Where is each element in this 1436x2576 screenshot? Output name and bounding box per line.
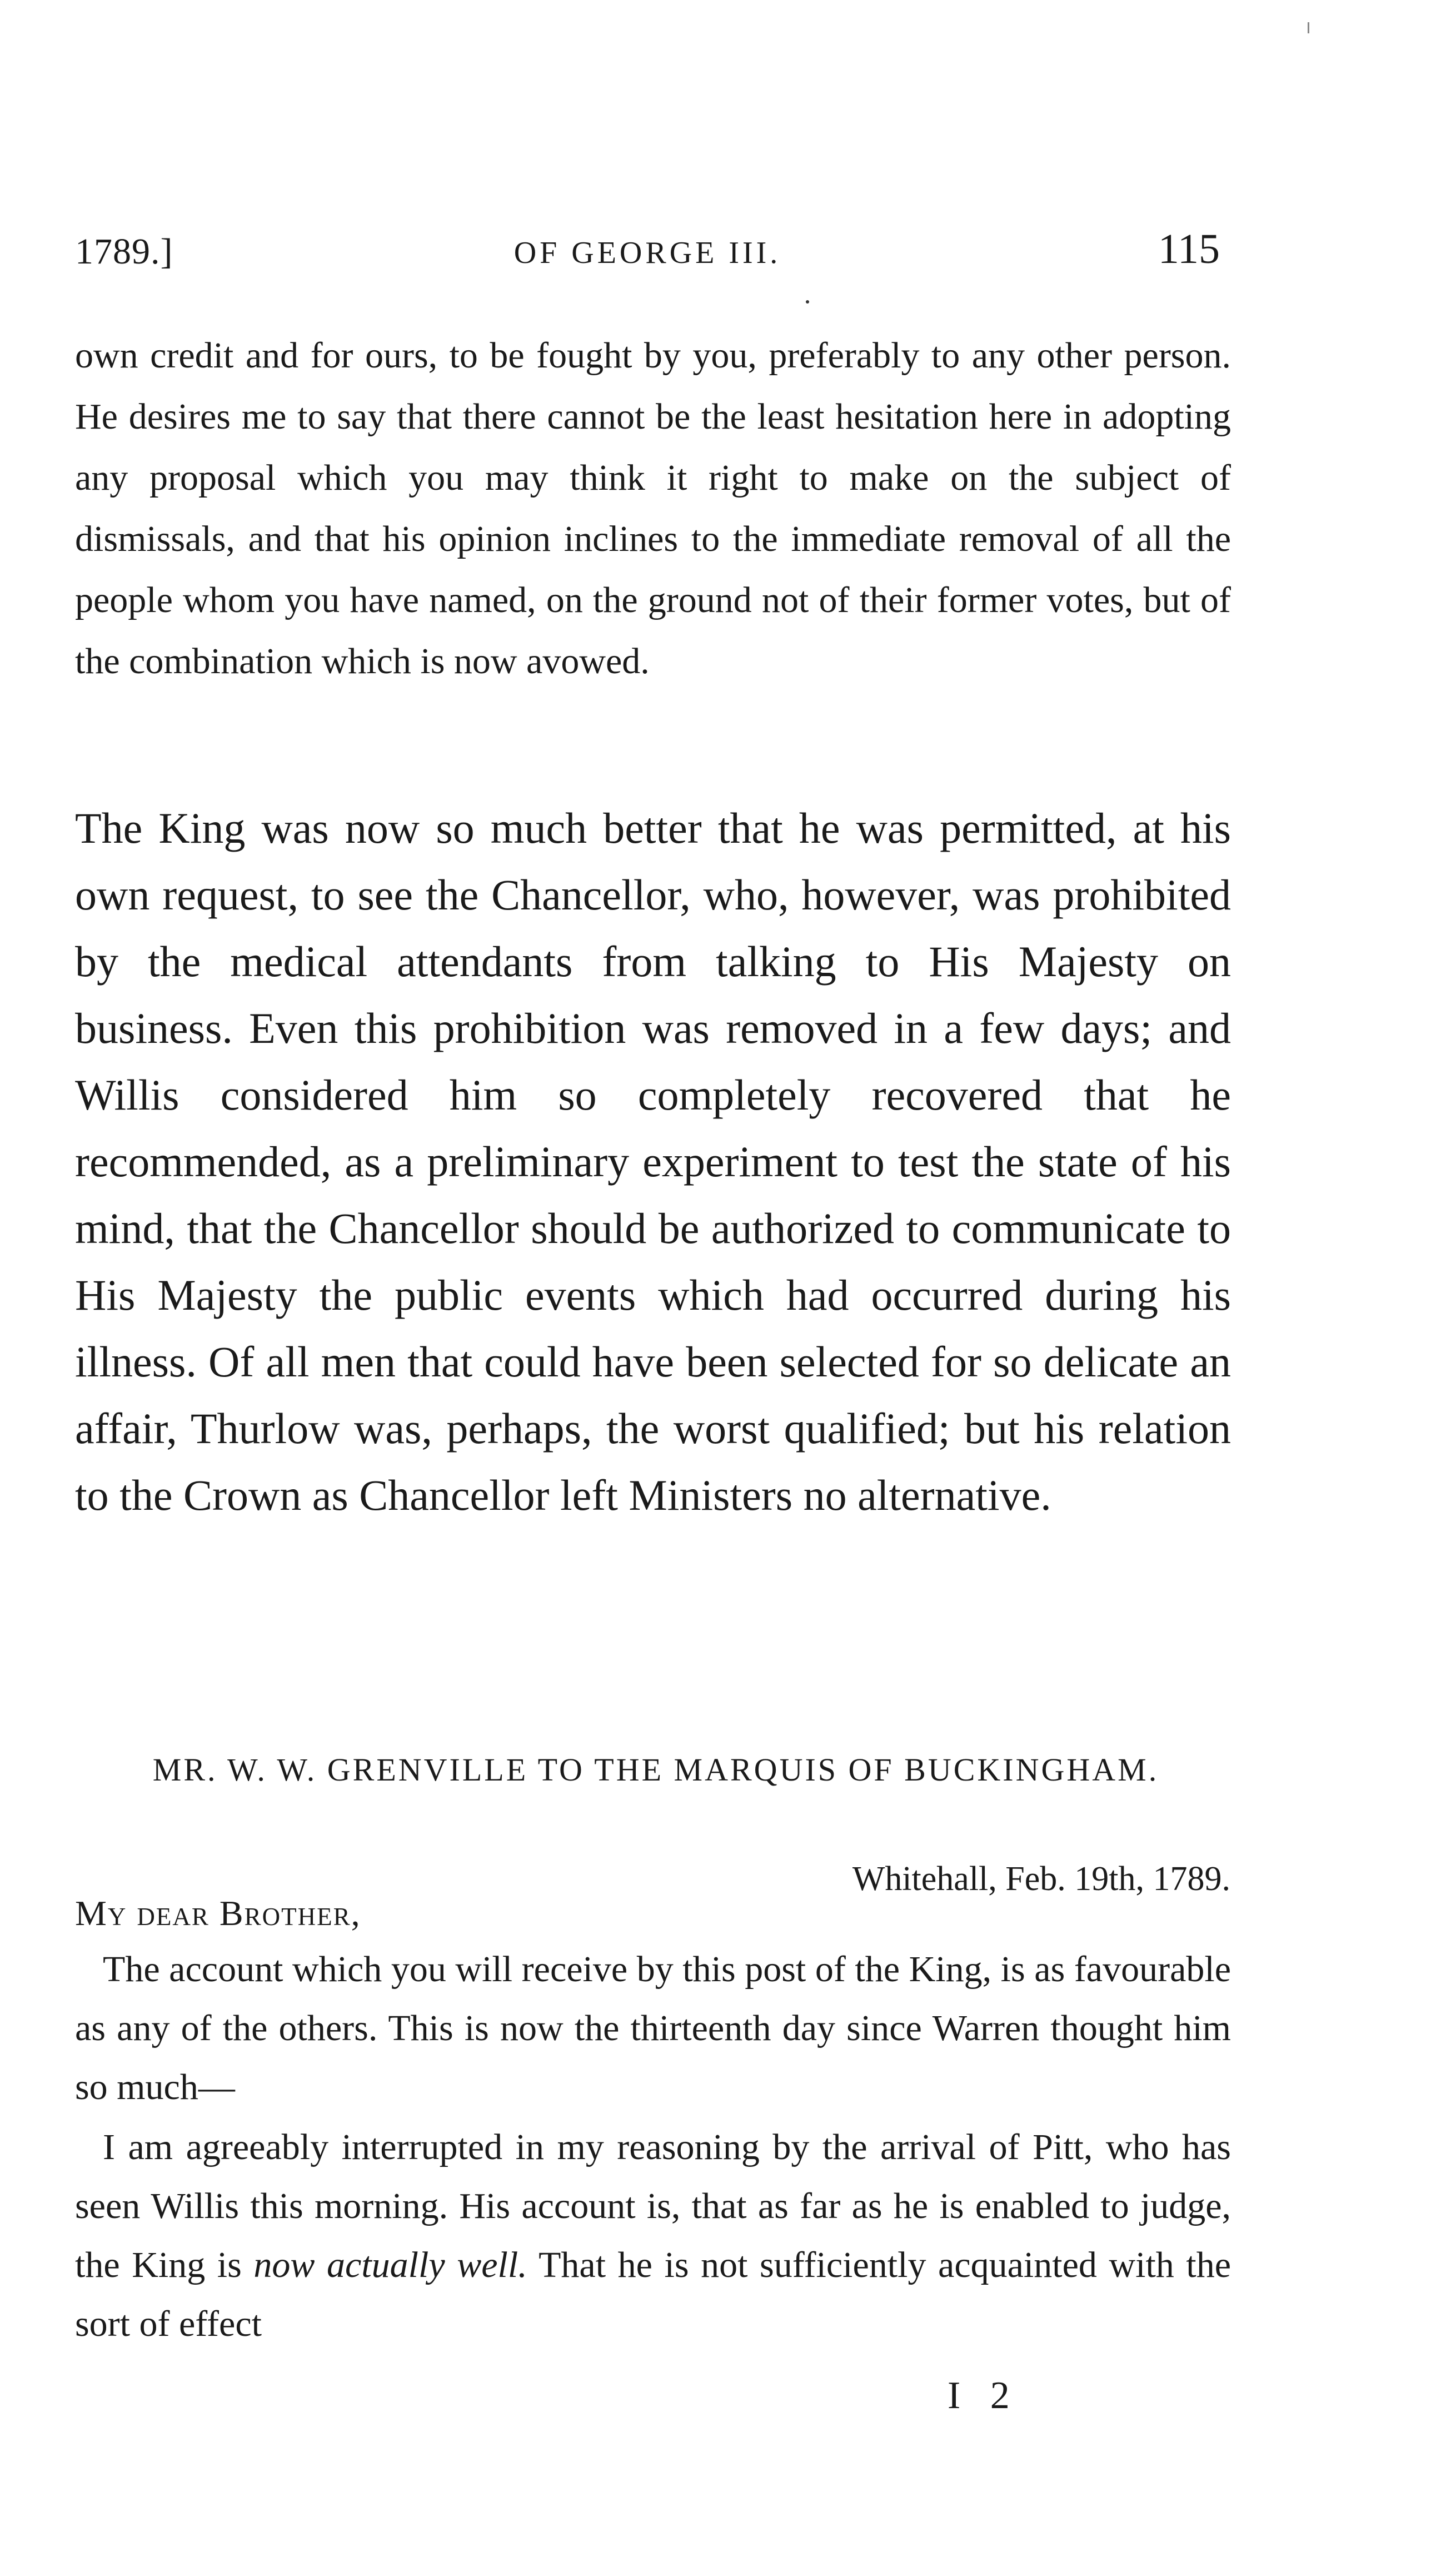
running-header — [75, 226, 1220, 275]
text-run: That he is not sufficiently acquainted with the sort of effect — [75, 2245, 1231, 2344]
paragraph-narrative — [75, 795, 1231, 1529]
letter-dateline: Whitehall, Feb. 19th, 1789. — [852, 1860, 1230, 1898]
paragraph-text: The account which you will receive by this post of the King, is as favourable as any of the others. This is now the thirteenth day since Warren thought him so much— — [75, 1949, 1231, 2107]
printer-mark — [806, 300, 809, 304]
paragraph-text: The King was now so much better that he was permitted, at his own request, to see the Chancellor, who, however, was prohibited by the medical attendants from talking to His Majesty on business. Even this prohibition was removed in a few days; and Willis considered him so completely recovered that he recommended, as a preliminary experiment to test the state of his mind, that the Chancellor should be authorized to communicate to His Majesty the public events which had occurred during his illness. Of all men that could have been selected for so delicate an affair, Thurlow was, perhaps, the worst qualified; but his relation to the Crown as Chancellor left Ministers no alternative. — [75, 804, 1231, 1519]
page-number: 115 — [1158, 226, 1220, 272]
header-title: OF GEORGE III. — [513, 236, 781, 270]
text-run: I am agreeably interrupted in my reasoning by the arrival of Pitt, who has seen Willis this morning. His account is, that as far as he is enabled to judge, the King is — [75, 2127, 1231, 2285]
letter-paragraph-1 — [75, 1940, 1231, 2117]
letter-paragraph-2 — [75, 2118, 1231, 2354]
letter-salutation: My dear Brother, — [75, 1893, 361, 1933]
letter-heading: MR. W. W. GRENVILLE TO THE MARQUIS OF BUCKINGHAM. — [152, 1752, 1159, 1788]
emphasis-text: now actually well. — [253, 2245, 527, 2285]
paragraph-text: own credit and for ours, to be fought by you, preferably to any other person. He desires me to say that there cannot be the least hesitation here in adopting any proposal which you may think it right to make on the subject of dismissals, and that his opinion inclines to the immediate removal of all the people whom you have named, on the ground not of their former votes, but of the combination which is now avowed. — [75, 335, 1231, 682]
paragraph-continuation — [75, 325, 1231, 692]
signature-mark: I 2 — [948, 2374, 1020, 2417]
paragraph-text — [75, 2118, 1231, 2354]
scan-mark — [1308, 22, 1309, 33]
header-year: 1789.] — [75, 231, 173, 272]
